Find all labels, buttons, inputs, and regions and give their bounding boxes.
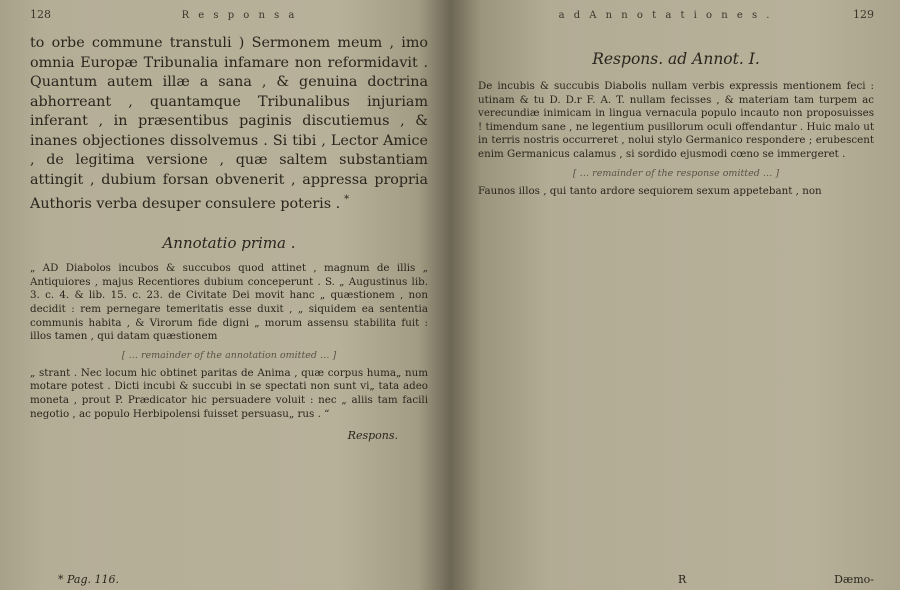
closing-quote: “ <box>324 407 330 420</box>
right-running-head <box>478 8 874 26</box>
annotation-heading: Annotatio prima . <box>162 234 296 253</box>
signature-mark: R <box>678 573 687 586</box>
right-footer <box>478 573 874 586</box>
left-running-title: R e s p o n s a <box>181 10 298 21</box>
left-catchword: Respons. <box>347 429 398 443</box>
response-omission-note: [ … remainder of the response omitted … ] <box>572 167 780 179</box>
right-page-number: 129 <box>853 8 874 21</box>
annotation-opening: „ AD Diabolos incubos & succubos quod attinet , magnum de illis „ Antiquiores , majus Recentiores dubium conceperunt . S. „ Augustinus lib. 3. c. 4. & lib. 15. c. 23. de Civitate Dei movit hanc „ quæstionem , non decidit : rem pernegare temeritatis esse duxit , „ siquidem ea sententia communis habita , & Virorum fide digni „ morum assensu stabilita fuit : illos tamen , qui datam quæstionem <box>30 262 432 343</box>
intro-paragraph <box>30 34 428 214</box>
annotation-closing <box>30 366 432 421</box>
right-running-title: a d A n n o t a t i o n e s . <box>558 10 773 21</box>
intro-paragraph-text: to orbe commune transtuli ) Sermonem meum , imo omnia Europæ Tribunalia infamare non reformidavit . Quantum autem illæ a sana , & genuina doctrina abhorreant , quantamque Tribunalibus injuriam inferant , in præsentibus paginis discutiemus , & inanes objectiones dissolvemus . Si tibi , Lector Amice , de legitima versione , quæ saltem substantiam attingit , dubium forsan obvenerit , appressa propria Authoris verba desuper consulere poteris . <box>30 35 428 212</box>
response-opening: De incubis & succubis Diabolis nullam verbis expressis mentionem feci : utinam & tu D. D.r F. A. T. nullam fecisses , & materiam tam turpem ac verecundiæ inimicam in lingua vernacula populo incauto non proposuisses ! timendum sane , ne legentium pusillorum oculi offendantur . Huic malo ut in terris nostris occurreret , nolui stylo Germanico respondere ; erubescent enim Germanicus calamus , si sordido ejusmodi cœno se immergeret . <box>478 80 878 160</box>
annotation-closing-text: „ strant . Nec locum hic obtinet paritas de Anima , quæ corpus huma„ num motare potest . Dicti incubi & succubi in se spectati non sunt vi„ tata adeo moneta , prout P. Prædicator hic persuadere voluit : nec „ aliis tam facili negotio , ac populo Herbipolensi fuisset persuasu„ rus . <box>30 366 432 420</box>
right-page <box>450 0 900 590</box>
response-closing: Faunos illos , qui tanto ardore sequiorem sexum appetebant , non <box>478 184 822 197</box>
right-catchword: Dæmo- <box>834 573 874 586</box>
left-running-head <box>30 8 428 26</box>
left-page-number: 128 <box>30 8 51 21</box>
response-heading: Respons. ad Annot. I. <box>592 50 760 68</box>
footnote: * Pag. 116. <box>58 573 119 586</box>
annotation-omission-note: [ … remainder of the annotation omitted … ] <box>121 349 337 361</box>
footnote-star: * <box>344 194 350 205</box>
